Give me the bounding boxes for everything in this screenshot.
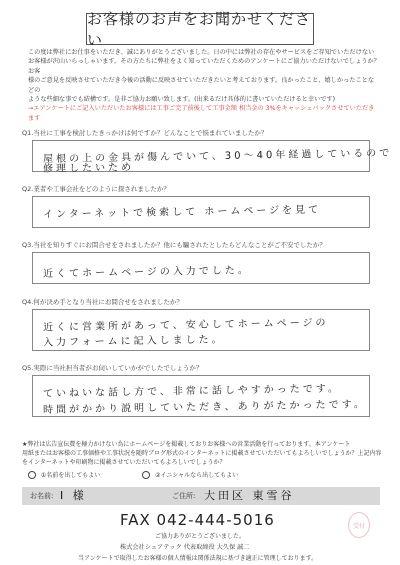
consent-option-2: ②イニシャルなら出してもよい bbox=[155, 471, 239, 479]
address-value[interactable]: 大田区 東雪谷 bbox=[204, 489, 295, 502]
intro-line: この度は弊社にお仕事をいただき、誠にありがとうございました。日の中には弊社の存在やサービスをご存知でいただけない bbox=[28, 49, 375, 56]
answer-5-box[interactable] bbox=[32, 375, 370, 417]
answer-3-line: 近くてホームページの入力でした。 bbox=[42, 265, 251, 280]
notes-line: ★弊社は広告宣伝費を極力かけない為にホームページを掲載しておりお客様への営業活動を行っております。本アンケート bbox=[22, 441, 351, 448]
company-info: 株式会社シェアテック 代表取締役 大久保 誠二 bbox=[120, 544, 250, 551]
answer-1-line: 屋根の上の金具が傷んでいて、30〜40年経過しているので bbox=[42, 147, 393, 166]
notes-line: 用紙またはお客様の工事価格や工事状況を随時ブログ形式のインターネットに掲載させていただいてもよろしいでしょうか？上記内容 bbox=[22, 450, 382, 458]
survey-title: お客様のお声をお聞かせください bbox=[86, 13, 314, 45]
address-label: ご住所: bbox=[172, 492, 196, 500]
question-5-label: Q5.実際に当社担当者がお伺いしていかがでしたでしょうか？ bbox=[22, 364, 203, 372]
answer-3-box[interactable] bbox=[32, 252, 370, 284]
thanks-text: ご協力ありがとうございました。 bbox=[155, 533, 246, 540]
name-address-row bbox=[22, 487, 380, 505]
answer-1-line: 修理したいため bbox=[42, 162, 135, 175]
intro-text bbox=[28, 48, 380, 123]
intro-line: お客様が沢山いらっしゃいます。その方たちに弊社をよく知っていただくためのアンケートにご協力いただけないでしょうか？お客 bbox=[28, 58, 380, 75]
question-4-label: Q4.何が決め手となり当社にお問合せをされましたか？ bbox=[22, 298, 183, 306]
consent-radio-1[interactable] bbox=[28, 471, 36, 479]
consent-radio-2[interactable] bbox=[142, 471, 150, 479]
consent-options bbox=[22, 471, 382, 480]
answer-4-line: 入力フォームに記入しました。 bbox=[42, 334, 225, 349]
answer-2-line: インターネットで検索して ホームページを見て bbox=[42, 204, 322, 221]
name-label: お名前: bbox=[30, 492, 54, 500]
answer-2-box[interactable] bbox=[32, 196, 370, 228]
question-2-label: Q2.業者や工事会社をどのように探されましたか？ bbox=[22, 185, 170, 193]
question-1-label: Q1.当社に工事を検討したきっかけは何ですか？どんなことで悩まれていましたか？ bbox=[22, 129, 268, 137]
stamp-seal: 受付 bbox=[348, 512, 370, 538]
answer-5-line: ていねいな話し方で、非常に話しやすかったです。 bbox=[42, 383, 342, 400]
answer-4-box[interactable] bbox=[32, 309, 370, 351]
consent-option-1: ①名前を出してもよい bbox=[40, 471, 101, 479]
privacy-footer: 当アンケートで取得したお客様の個人情報は関係法規に基づき適正に管理しております。 bbox=[78, 555, 318, 562]
question-3-label: Q3.当社を知りすぐにお問合せをされましたか？他にも騙されたとしたらどんなことがご不安でしたか？ bbox=[22, 241, 326, 249]
answer-1-box[interactable] bbox=[32, 140, 393, 175]
notes-line: をインターネットや印刷物に掲載させていただいてもよろしいでしょうか？ bbox=[22, 459, 226, 467]
answer-5-line: 時間がかかり説明していただき、ありがたかったです。 bbox=[42, 399, 367, 416]
answer-4-line: 近くに営業所があって、安心してホームページの bbox=[42, 317, 329, 334]
intro-line: 様のご意見を反映させていただき今後の活動に反映させていただきたいと考えております。良かったこと、嬉しかったことなどの bbox=[28, 77, 375, 94]
name-value[interactable]: I 様 bbox=[60, 489, 87, 502]
fax-number: FAX 042-444-5016 bbox=[120, 511, 275, 529]
intro-line: ような些細な事でも結構です。是非ご協力お願い致します。(出来るだけ具体的に書いていただけると幸いです) bbox=[28, 96, 336, 104]
publication-notes bbox=[22, 440, 382, 480]
cashback-note: →エアンケートにご記入いただいたお客様には工事ご完了前後して工事金額 相当金の 3%をキャッシュバックさせていただきます bbox=[28, 105, 375, 122]
